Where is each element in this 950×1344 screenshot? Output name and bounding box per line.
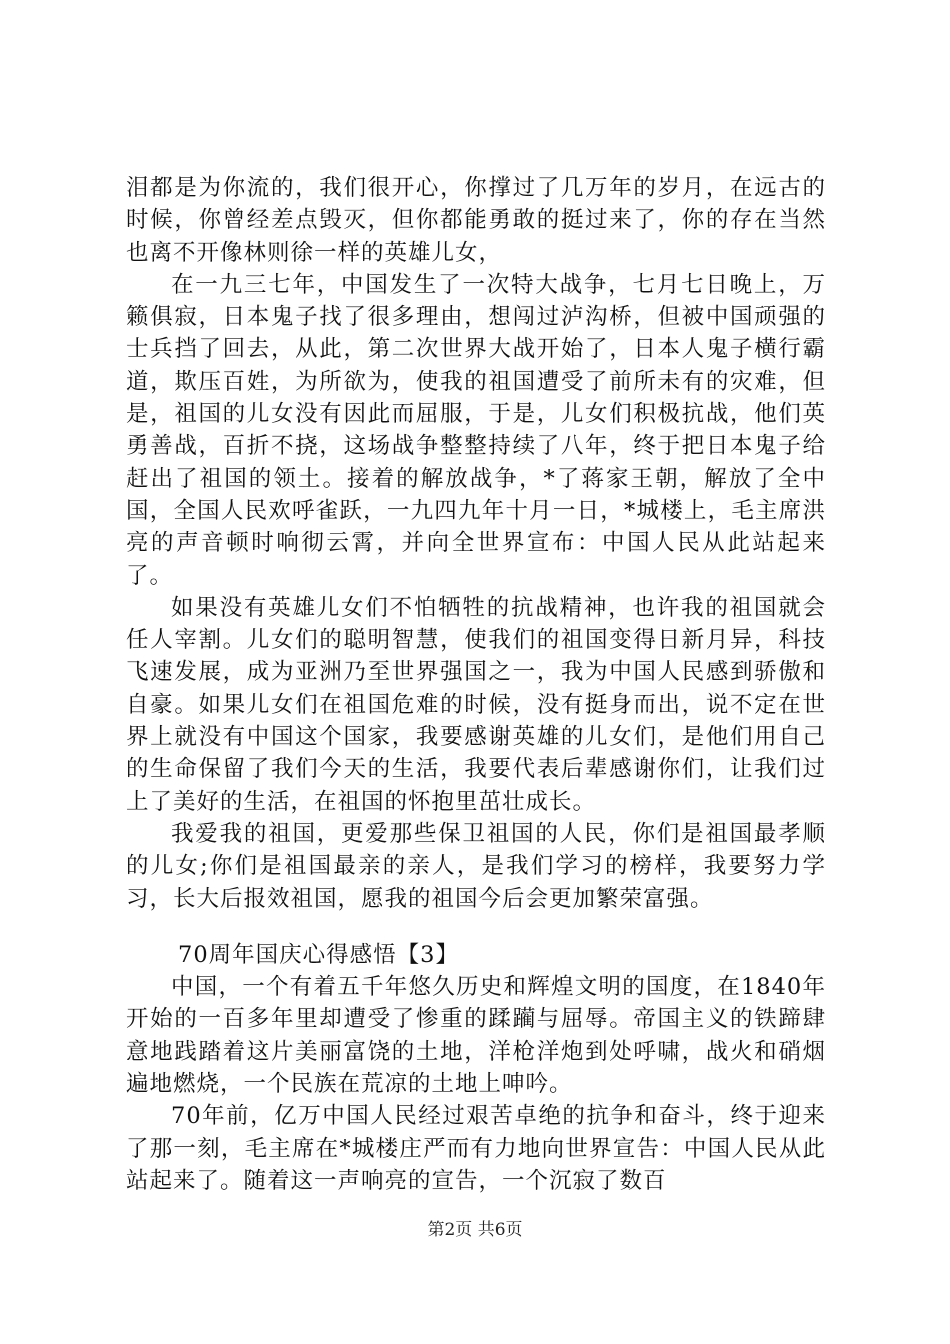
section-spacer — [126, 915, 826, 939]
paragraph-3: 如果没有英雄儿女们不怕牺牲的抗战精神，也许我的祖国就会任人宰割。儿女们的聪明智慧，使我们的祖国变得日新月异，科技飞速发展，成为亚洲乃至世界强国之一，我为中国人民感到骄傲和自豪。如果儿女们在祖国危难的时候，没有挺身而出，说不定在世界上就没有中国这个国家，我要感谢英雄的儿女们，是他们用自己的生命保留了我们今天的生活，我要代表后辈感谢你们，让我们过上了美好的生活，在祖国的怀抱里茁壮成长。 — [126, 594, 826, 815]
section-paragraph-2: 70年前，亿万中国人民经过艰苦卓绝的抗争和奋斗，终于迎来了那一刻，毛主席在*城楼庄严而有力地向世界宣告：中国人民从此站起来了。随着这一声响亮的宣告，一个沉寂了数百 — [126, 1103, 826, 1194]
page-footer: 第2页 共6页 — [427, 1220, 523, 1240]
document-body — [126, 172, 826, 1197]
paragraph-2: 在一九三七年，中国发生了一次特大战争，七月七日晚上，万籁俱寂，日本鬼子找了很多理由，想闯过泸沟桥，但被中国顽强的士兵挡了回去，从此，第二次世界大战开始了，日本人鬼子横行霸道，欺压百姓，为所欲为，使我的祖国遭受了前所未有的灾难，但是，祖国的儿女没有因此而屈服，于是，儿女们积极抗战，他们英勇善战，百折不挠，这场战争整整持续了八年，终于把日本鬼子给赶出了祖国的领土。接着的解放战争，*了蒋家王朝，解放了全中国，全国人民欢呼雀跃，一九四九年十月一日，*城楼上，毛主席洪亮的声音顿时响彻云霄，并向全世界宣布：中国人民从此站起来了。 — [126, 271, 826, 589]
section-heading: 70周年国庆心得感悟【3】 — [178, 941, 459, 968]
section-paragraph-1: 中国，一个有着五千年悠久历史和辉煌文明的国度，在1840年开始的一百多年里却遭受了惨重的蹂躏与屈辱。帝国主义的铁蹄肆意地践踏着这片美丽富饶的土地，洋枪洋炮到处呼啸，战火和硝烟遍地燃烧，一个民族在荒凉的土地上呻吟。 — [126, 974, 826, 1098]
paragraph-1: 泪都是为你流的，我们很开心，你撑过了几万年的岁月，在远古的时候，你曾经差点毁灭，但你都能勇敢的挺过来了，你的存在当然也离不开像林则徐一样的英雄儿女， — [126, 175, 826, 266]
paragraph-4: 我爱我的祖国，更爱那些保卫祖国的人民，你们是祖国最孝顺的儿女;你们是祖国最亲的亲人，是我们学习的榜样，我要努力学习，长大后报效祖国，愿我的祖国今后会更加繁荣富强。 — [126, 820, 826, 912]
